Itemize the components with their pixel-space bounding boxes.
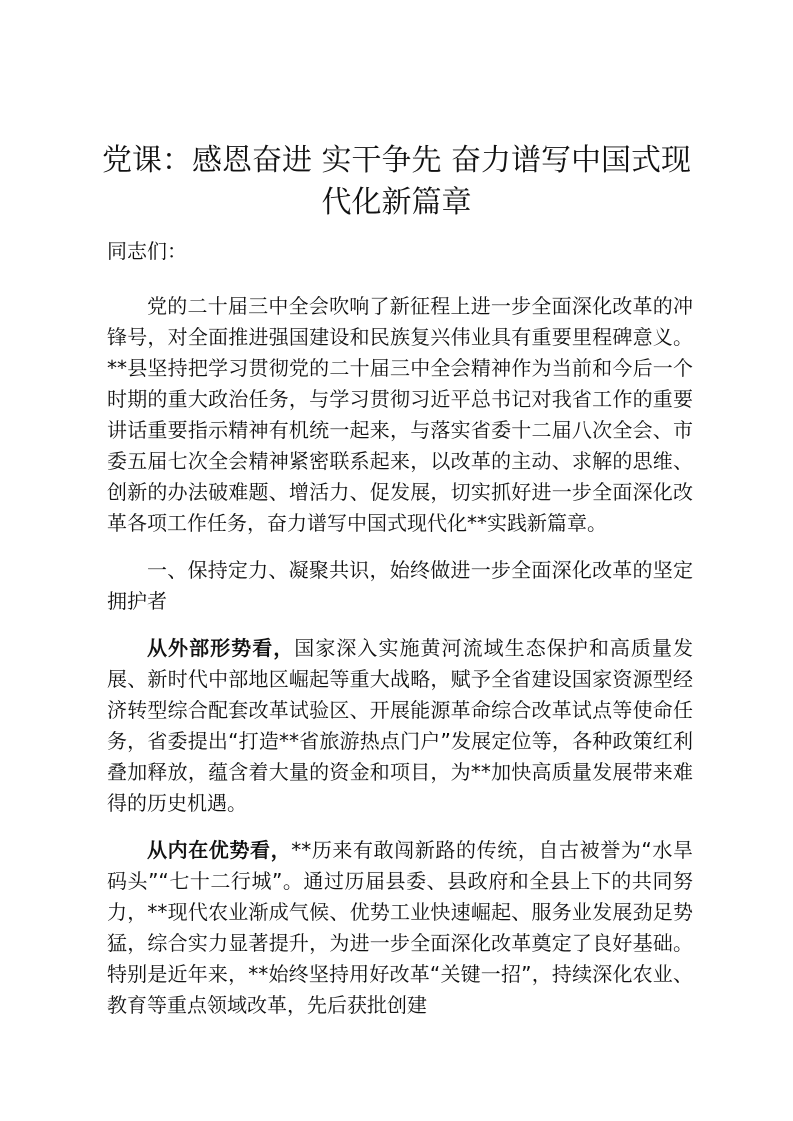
paragraph-lead: 从外部形势看，: [147, 636, 295, 660]
section-heading: 一、保持定力、凝聚共识，始终做进一步全面深化改革的坚定拥护者: [107, 558, 693, 613]
paragraph-external-situation: [107, 633, 693, 819]
paragraph-lead: 从内在优势看，: [147, 838, 292, 862]
paragraph-text: 国家深入实施黄河流域生态保护和高质量发展、新时代中部地区崛起等重大战略，赋予全省建设国家资源型经济转型综合配套改革试验区、开展能源革命综合改革试点等使命任务，省委提出“打造**省旅游热点门户”发展定位等，各种政策红利叠加释放，蕴含着大量的资金和项目，为**加快高质量发展带来难得的历史机遇。: [107, 636, 694, 815]
document-body: [107, 236, 693, 1021]
paragraph-internal-advantages: [107, 835, 693, 1021]
paragraph-text: **历来有敢闯新路的传统，自古被誉为“水旱码头”“七十二行城”。通过历届县委、县政府和全县上下的共同努力，**现代农业渐成气候、优势工业快速崛起、服务业发展劲足势猛，综合实力显著提升，为进一步全面深化改革奠定了良好基础。特别是近年来，**始终坚持用好改革“关键一招”，持续深化农业、教育等重点领域改革，先后获批创建: [107, 838, 693, 1017]
greeting: 同志们：: [107, 239, 187, 263]
document-title: 党课：感恩奋进 实干争先 奋力谱写中国式现代化新篇章: [101, 143, 692, 220]
intro-paragraph: 党的二十届三中全会吹响了新征程上进一步全面深化改革的冲锋号，对全面推进强国建设和民族复兴伟业具有重要里程碑意义。**县坚持把学习贯彻党的二十届三中全会精神作为当前和今后一个时期的重大政治任务，与学习贯彻习近平总书记对我省工作的重要讲话重要指示精神有机统一起来，与落实省委十二届八次全会、市委五届七次全会精神紧密联系起来，以改革的主动、求解的思维、创新的办法破难题、增活力、促发展，切实抓好进一步全面深化改革各项工作任务，奋力谱写中国式现代化**实践新篇章。: [107, 294, 693, 535]
